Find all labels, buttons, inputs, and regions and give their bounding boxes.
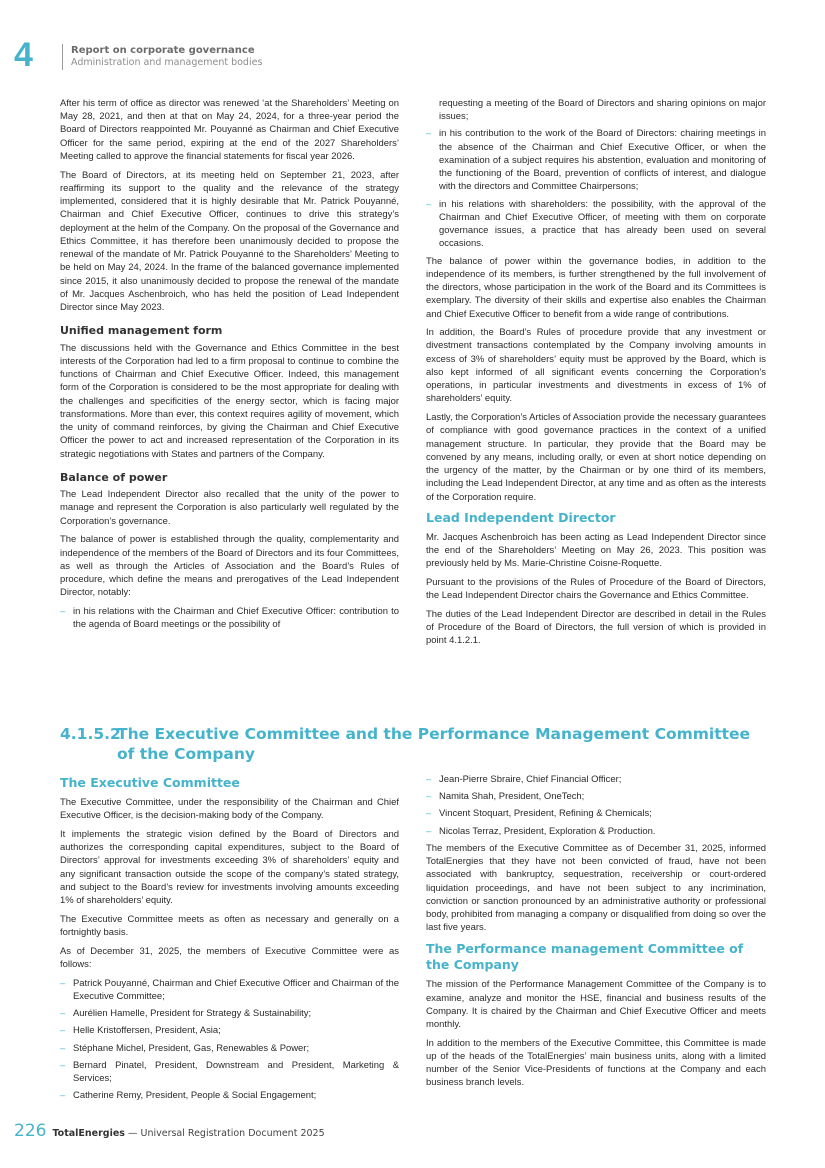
paragraph: As of December 31, 2025, the members of Executive Committee were as follows: — [60, 945, 399, 970]
header-divider — [62, 44, 63, 70]
list-item: – in his contribution to the work of the Board of Directors: chairing meetings in the absence of the Chairman and Chief Executive Officer, or when the examination of a subject requires his abstention, evaluation and monitoring of the functioning of the Board, prevention of conflicts of interest, and dialogue with the directors and Committee Chairpersons; — [426, 127, 766, 193]
paragraph: The balance of power is established through the quality, complementarity and independence of the members of the Board of Directors and its four Committees, as well as through the Articles of Association and the Board’s Rules of procedure, which define the means and prerogatives of the Lead Independent Director, notably: — [60, 534, 399, 599]
header-subtitle: Administration and management bodies — [71, 57, 263, 68]
paragraph: The Executive Committee, under the responsibility of the Chairman and Chief Executive Officer, is the decision-making body of the Company. — [60, 796, 399, 822]
bullet-list — [426, 97, 766, 251]
paragraph: Mr. Jacques Aschenbroich has been acting as Lead Independent Director since the end of the Shareholders’ Meeting on May 26, 2023. This position was previously held by Ms. Marie-Christine Coisne-Roquette. — [426, 531, 766, 570]
column-right-top — [426, 97, 766, 653]
paragraph: The members of the Executive Committee as of December 31, 2025, informed TotalEnergies that they have not been convicted of fraud, have not been associated with bankruptcy, sequestration, receivership or court-ordered liquidation proceedings, and have not been subject to any incrimination, conviction or sanction pronounced by an administrative authority or professional body, prohibited from managing a company or disqualified from doing so over the last five years. — [426, 842, 766, 934]
paragraph: After his term of office as director was renewed ‘at the Shareholders’ Meeting on May 28, 2021, and then at that on May 24, 2024, for a three-year period the Board of Directors reappointed Mr. Pouyanné as Chairman and Chief Executive Officer for the same period, expiring at the end of the 2027 Shareholders’ Meeting called to approve the financial statements for fiscal year 2026. — [60, 98, 399, 162]
member-list — [60, 977, 399, 1103]
member-item: – Helle Kristoffersen, President, Asia; — [60, 1024, 399, 1037]
section-title-line2: of the Company — [117, 745, 256, 764]
document-title: — Universal Registration Document 2025 — [124, 1128, 325, 1139]
heading-performance-committee: The Performance management Committee of the Company — [426, 940, 744, 973]
member-item: – Vincent Stoquart, President, Refining & Chemicals; — [426, 807, 766, 820]
bullet-list — [60, 605, 399, 631]
member-item: – Namita Shah, President, OneTech; — [426, 790, 766, 803]
paragraph: The Board of Directors, at its meeting held on September 21, 2023, after reaffirming its support to the quality and the relevance of the strategy implemented, considered that it is highly desirable that Mr. Patrick Pouyanné, Chairman and Chief Executive Officer, continues to drive this strategy’s deployment at the helm of the Company. On the proposal of the Governance and Ethics Committee, it has therefore been unanimously decided to propose the renewal of the mandate of Mr. Patrick Pouyanné to the Shareholders’ Meeting to be held on May 24, 2024. In the frame of the balanced governance implemented since 2015, it also unanimously decided to propose the renewal of the mandate of Mr. Jacques Aschenbroich, who has held the position of Lead Independent Director since May 2023. — [60, 169, 399, 314]
paragraph: It implements the strategic vision defined by the Board of Directors and authorizes the corresponding capital expenditures, subject to the Board of Directors’ approval for investments exceeding 3% of shareholders’ equity and any significant transaction outside the scope of the company’s stated strategy, and subject to the Board’s review for investments involving amounts exceeding 1% of shareholders’ equity. — [60, 828, 399, 907]
paragraph: The balance of power within the governance bodies, in addition to the independence of its members, is further strengthened by the full involvement of the directors, whose participation in the work of the Board and its Committees is exemplary. The diversity of their skills and expertise also enables the Chairman and Chief Executive Officer to benefit from a wide range of contributions. — [426, 255, 766, 320]
member-item: – Catherine Remy, President, People & Social Engagement; — [60, 1089, 399, 1102]
brand-name: TotalEnergies — [52, 1128, 125, 1139]
paragraph: In addition, the Board’s Rules of procedure provide that any investment or divestment transactions contemplated by the Company involving amounts in excess of 3% of shareholders’ equity must be approved by the Board, which is also kept informed of all significant events concerning the Corporation’s operations, in particular investments and divestments in excess of 1% of shareholders’ equity. — [426, 327, 766, 405]
list-item: – in his relations with the Chairman and Chief Executive Officer: contribution to the agenda of Board meetings or the possibility of — [60, 605, 399, 631]
list-item: – in his relations with shareholders: the possibility, with the approval of the Chairman and Chief Executive Officer, of meeting with them on corporate governance issues, a practice that has already been used on several occasions. — [426, 198, 766, 251]
column-left-bottom — [60, 769, 399, 1107]
member-item: – Nicolas Terraz, President, Exploration & Production. — [426, 825, 766, 838]
section-heading — [60, 724, 760, 764]
paragraph: Lastly, the Corporation’s Articles of Association provide the necessary guarantees of compliance with good governance practices in the context of a unified management structure. In particular, they provide that the Board may be convened by any means, including orally, or even at short notice depending on the urgency of the matter, by the Chairman or by one third of its members, including the Lead Independent Director, at any time and as often as the interests of the Corporation require. — [426, 412, 766, 503]
heading-unified-management: Unified management form — [60, 324, 223, 338]
paragraph: The duties of the Lead Independent Director are described in detail in the Rules of Procedure of the Board of Directors, the full version of which is provided in point 4.1.2.1. — [426, 608, 766, 647]
page-number: 226 — [14, 1121, 47, 1141]
member-item: – Jean-Pierre Sbraire, Chief Financial Officer; — [426, 773, 766, 786]
paragraph: The Executive Committee meets as often as necessary and generally on a fortnightly basis. — [60, 913, 399, 938]
member-item: – Patrick Pouyanné, Chairman and Chief Executive Officer and Chairman of the Executive Committee; — [60, 977, 399, 1003]
member-item: – Aurélien Hamelle, President for Strategy & Sustainability; — [60, 1007, 399, 1020]
column-right-bottom — [426, 773, 766, 1095]
paragraph: In addition to the members of the Executive Committee, this Committee is made up of the heads of the TotalEnergies’ main business units, along with a limited number of the Senior Vice-Presidents of functions at the Company and each business branch levels. — [426, 1037, 766, 1089]
header-title: Report on corporate governance — [71, 45, 255, 56]
paragraph: The Lead Independent Director also recalled that the unity of the power to manage and represent the Corporation is also particularly well regulated by the Corporation’s governance. — [60, 489, 399, 527]
column-left-top — [60, 97, 399, 635]
list-item-continuation: requesting a meeting of the Board of Directors and sharing opinions on major issues; — [439, 98, 766, 123]
member-item: – Stéphane Michel, President, Gas, Renewables & Power; — [60, 1042, 399, 1055]
member-item: – Bernard Pinatel, President, Downstream and President, Marketing & Services; — [60, 1059, 399, 1085]
section-number: 4.1.5.2 — [60, 725, 121, 743]
paragraph: The mission of the Performance Management Committee of the Company is to examine, analyze and monitor the HSE, financial and business results of the Company. It is chaired by the Chairman and Chief Executive Officer and meets monthly. — [426, 979, 766, 1031]
heading-balance-of-power: Balance of power — [60, 470, 168, 484]
paragraph: Pursuant to the provisions of the Rules of Procedure of the Board of Directors, the Lead Independent Director chairs the Governance and Ethics Committee. — [426, 576, 766, 602]
heading-lead-independent-director: Lead Independent Director — [426, 509, 616, 525]
member-list — [426, 773, 766, 838]
heading-executive-committee: The Executive Committee — [60, 775, 240, 790]
section-title-line1: The Executive Committee and the Performance Management Committee — [117, 725, 751, 743]
chapter-number: 4 — [14, 36, 33, 74]
paragraph: The discussions held with the Governance and Ethics Committee in the best interests of the Corporation had led to a firm proposal to continue to combine the functions of Chairman and Chief Executive Officer. Indeed, this management form of the Corporation is considered to be the most appropriate for dealing with the challenges and specificities of the energy sector, which is facing major transformations. More than ever, this context requires agility of movement, which the unity of command reinforces, by giving the Chairman and Chief Executive Officer the power to act and increased representation of the Corporation in its strategic negotiations with States and partners of the Company. — [60, 342, 399, 460]
page-footer — [14, 1121, 325, 1141]
